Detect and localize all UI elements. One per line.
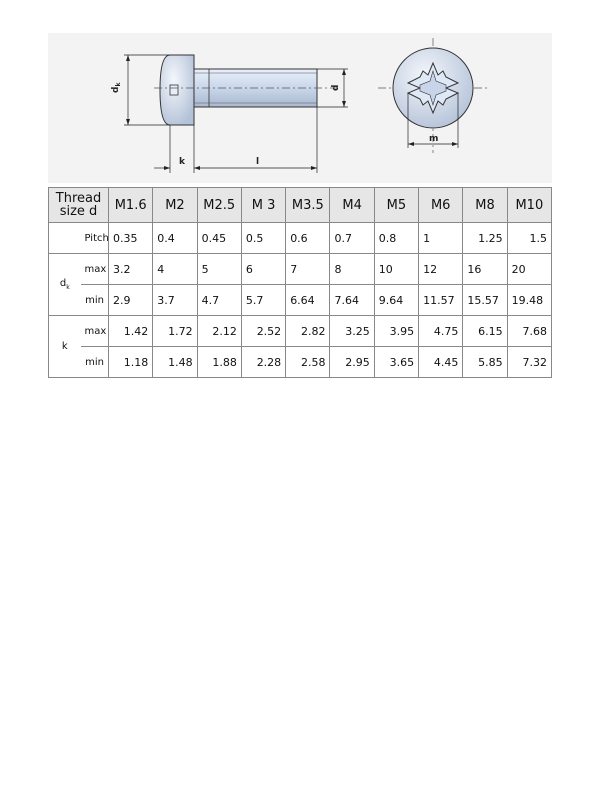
table-cell: 15.57 [463,285,507,316]
table-cell: 1.48 [153,347,197,378]
size-header: M4 [330,188,374,223]
table-cell: 12 [419,254,463,285]
size-header: M2 [153,188,197,223]
table-cell: 6 [241,254,285,285]
table-cell: 16 [463,254,507,285]
size-header: M10 [507,188,551,223]
table-cell: 1.5 [507,223,551,254]
table-cell: 0.45 [197,223,241,254]
table-cell: 3.2 [109,254,153,285]
size-header: M 3 [241,188,285,223]
table-cell: 1.72 [153,316,197,347]
table-cell: 4.75 [419,316,463,347]
pitch-label: Pitch [81,223,109,254]
l-dimension-label: l [256,157,260,167]
table-cell: 1.88 [197,347,241,378]
table-cell: 8 [330,254,374,285]
table-cell: 2.28 [241,347,285,378]
table-cell: 3.65 [374,347,418,378]
table-cell: 5.7 [241,285,285,316]
size-header: M3.5 [286,188,330,223]
table-cell: 3.7 [153,285,197,316]
table-cell: 0.5 [241,223,285,254]
min-label: min [81,285,109,316]
max-label: max [81,316,109,347]
table-cell: 1 [419,223,463,254]
table-cell: 7.64 [330,285,374,316]
table-row-k-min [49,347,552,378]
table-cell: 3.25 [330,316,374,347]
size-header: M6 [419,188,463,223]
table-cell: 7 [286,254,330,285]
table-cell: 9.64 [374,285,418,316]
table-cell: 19.48 [507,285,551,316]
table-cell: 11.57 [419,285,463,316]
table-cell: 5.85 [463,347,507,378]
k-dimension-label: k [179,157,185,167]
table-cell: 2.82 [286,316,330,347]
table-row-dk-max [49,254,552,285]
table-cell: 1.18 [109,347,153,378]
dk-dimension-label: $d_k$ [111,82,122,93]
table-cell: 6.64 [286,285,330,316]
k-group-label: k [49,316,81,378]
max-label: max [81,254,109,285]
screw-drawing [48,33,552,183]
table-cell: 2.95 [330,347,374,378]
table-cell: 2.52 [241,316,285,347]
table-cell: 7.32 [507,347,551,378]
m-dimension-label: m [429,134,439,144]
table-cell: 5 [197,254,241,285]
table-row-pitch [49,223,552,254]
table-cell: 2.58 [286,347,330,378]
table-row-k-max [49,316,552,347]
size-header: M5 [374,188,418,223]
table-cell: 0.7 [330,223,374,254]
table-cell: 20 [507,254,551,285]
thread-size-table [48,187,552,378]
table-cell: 10 [374,254,418,285]
table-cell: 3.95 [374,316,418,347]
size-header: M8 [463,188,507,223]
table-cell: 4 [153,254,197,285]
screw-top-view [378,38,488,153]
table-cell: 2.9 [109,285,153,316]
table-cell: 0.35 [109,223,153,254]
table-cell: 0.8 [374,223,418,254]
size-header: M1.6 [109,188,153,223]
table-cell: 1.25 [463,223,507,254]
table-cell: 1.42 [109,316,153,347]
table-header-row [49,188,552,223]
dk-group-label: $d_k$ [49,254,81,316]
thread-size-header: Thread size d [49,188,109,223]
table-cell: 2.12 [197,316,241,347]
size-header: M2.5 [197,188,241,223]
table-row-dk-min [49,285,552,316]
table-cell: 7.68 [507,316,551,347]
table-cell: 0.4 [153,223,197,254]
table-cell: 4.7 [197,285,241,316]
table-cell: 0.6 [286,223,330,254]
table-cell: 6.15 [463,316,507,347]
table-cell: 4.45 [419,347,463,378]
pan-head-screw-diagram [48,33,552,183]
screw-side-view [154,55,338,125]
min-label: min [81,347,109,378]
d-dimension-label: d [331,84,341,91]
